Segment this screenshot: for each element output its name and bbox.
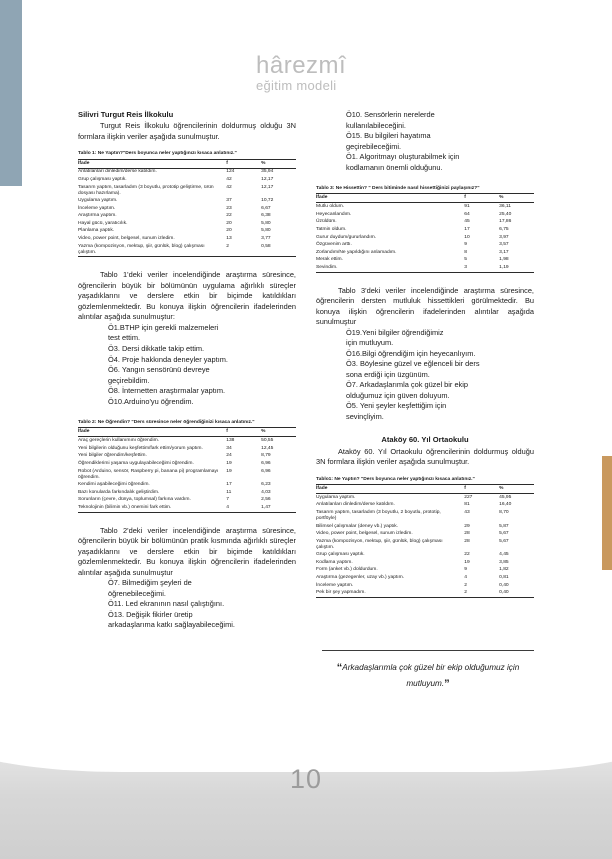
table-4-caption: Tablo1: Ne Yaptın? "Ders boyunca neler yaptığınızı kısaca anlatınız." <box>316 476 475 482</box>
table-2-header-f: f <box>226 428 261 437</box>
table-4-header-percent: % <box>499 485 534 494</box>
table-row <box>316 494 534 502</box>
cell-percent: 45,95 <box>499 494 512 500</box>
cell-percent: 35,94 <box>261 169 274 175</box>
cell-label: Hayal gücü, yaratıcılık. <box>78 220 128 226</box>
table-row <box>78 481 296 489</box>
quote-line: geçirebileceğimi. <box>346 141 402 151</box>
table-2-body <box>78 437 296 512</box>
table-row <box>78 168 296 176</box>
table-1-header-ifade: İfade <box>78 159 226 168</box>
cell-label: Grup çalışması yaptık. <box>316 552 365 558</box>
cell-f: 138 <box>226 438 235 444</box>
quote-open-mark: “ <box>336 662 343 674</box>
quote-line: Ö1.BTHP için gerekli malzemeleri <box>108 322 219 332</box>
table-2-caption: Tablo 2: Ne Öğrendin? "Ders süresince neler öğrendiğinizi kısaca anlatınız." <box>78 420 255 426</box>
table-row <box>316 523 534 531</box>
cell-percent: 17,86 <box>499 219 512 225</box>
cell-f: 8 <box>464 249 467 255</box>
cell-label: Anlatılanları dinledim/derse katıldım. <box>316 502 395 508</box>
table-3-block <box>316 186 534 273</box>
cell-percent: 6,96 <box>261 468 271 474</box>
cell-percent: 16,40 <box>499 502 512 508</box>
quote-line: Ö13. Değişik fikirler üretip <box>108 609 193 619</box>
cell-percent: 36,11 <box>499 204 511 210</box>
quote-line: arkadaşlarıma katkı sağlayabileceğimi. <box>108 620 235 630</box>
quote-line: Ö7. Bilmediğim şeyleri de <box>108 578 192 588</box>
table-1-block <box>78 151 296 257</box>
cell-label: İnceleme yaptım. <box>78 205 116 211</box>
quote-close-mark: ” <box>444 677 450 690</box>
cell-label: Zorlandım/Ne yapıldığını anlamadım. <box>316 249 397 255</box>
cell-f: 34 <box>226 445 232 451</box>
quote-line: Ö10.Arduino'yu öğrendim. <box>108 396 194 406</box>
quote-line: kodlamanın önemli olduğunu. <box>346 162 443 172</box>
brand-name: hârezmî <box>256 52 347 79</box>
cell-percent: 1,19 <box>499 264 534 272</box>
table-row <box>316 257 534 265</box>
cell-label: Video, power point, belgesel, sunum izledim. <box>316 531 413 537</box>
brand-logo <box>256 54 346 92</box>
cell-label: Video, power point, belgesel, sunum izledim. <box>78 236 175 242</box>
quote-line: için mutluyum. <box>346 338 394 348</box>
paragraph-table2-analysis: Tablo 2'deki veriler incelendiğinde araştırma süresince, öğrencilerin büyük bir bölümünün pratik kısmında ağırlıklı süreçler yaşadıklarını ve derslere etkin bir biçimde katıldıkları gözlemlenmektedir. Bu konuya ilişkin öğrencilerin ifadelerinden alıntılar aşağıda sunulmuştur <box>78 525 296 577</box>
cell-f: 10 <box>464 234 470 240</box>
cell-percent: 6,23 <box>261 482 271 488</box>
table-3 <box>316 193 534 272</box>
quotes-table3 <box>316 328 534 423</box>
table-row <box>316 567 534 575</box>
quotes-table2 <box>78 578 296 631</box>
cell-percent: 1,98 <box>499 257 509 263</box>
table-row <box>78 176 296 184</box>
section-title-silivri: Silivri Turgut Reis İlkokulu <box>78 110 174 119</box>
table-header-row <box>78 428 296 437</box>
table-3-body <box>316 203 534 272</box>
pull-quote-body: Arkadaşlarımla çok güzel bir ekip olduğumuz için mutluyum. <box>342 663 520 688</box>
quote-line: geçirebildim. <box>108 375 150 385</box>
footer-curve-decoration <box>0 692 612 772</box>
table-1 <box>78 159 296 258</box>
cell-f: 43 <box>464 509 470 515</box>
cell-f: 4 <box>464 574 467 580</box>
section-title-atakoy: Ataköy 60. Yıl Ortaokulu <box>381 435 469 445</box>
cell-f: 4 <box>226 504 261 512</box>
cell-label: Yeni bilgiler öğrendim/keşfettim. <box>78 453 147 459</box>
cell-label: Kendimi aşabileceğimi öğrendim. <box>78 482 150 488</box>
cell-label: Mutlu oldum. <box>316 204 344 210</box>
table-row <box>78 496 296 504</box>
cell-f: 17 <box>464 226 470 232</box>
cell-percent: 3,57 <box>499 242 509 248</box>
quote-line: sevinçliyim. <box>346 411 384 421</box>
table-row <box>78 184 296 198</box>
cell-f: 24 <box>226 453 232 459</box>
cell-f: 42 <box>226 184 232 190</box>
cell-percent: 3,97 <box>499 234 509 240</box>
quote-line: Ö16.Bilgi öğrendiğim için heyecanlıyım. <box>346 348 476 358</box>
cell-f: 37 <box>226 198 232 204</box>
cell-f: 3 <box>464 264 499 272</box>
page-number: 10 <box>289 764 323 794</box>
table-row <box>316 530 534 538</box>
pull-quote-text <box>326 661 530 693</box>
table-4-header-f: f <box>464 485 499 494</box>
cell-label: Tasarım yaptım, tasarladım (3 boyutlu, 2 boyutlu, prototip, portföyle) <box>316 509 441 521</box>
cell-percent: 6,75 <box>499 226 509 232</box>
table-4-header-ifade: İfade <box>316 485 464 494</box>
cell-percent: 12,45 <box>261 445 274 451</box>
cell-f: 29 <box>464 523 470 529</box>
cell-percent: 5,80 <box>261 220 271 226</box>
cell-f: 20 <box>226 228 232 234</box>
cell-f: 19 <box>464 559 470 565</box>
table-4-block <box>316 477 534 598</box>
cell-label: Sorunların (çevre, dünya, toplumsal) farkına vardım. <box>78 497 191 503</box>
cell-label: Yeni bilgilerin olduğunu keşfettim/fark ettim/yorum yaptım. <box>78 445 203 451</box>
cell-label: Sevindim. <box>316 264 464 272</box>
cell-percent: 0,81 <box>499 574 509 580</box>
table-row <box>78 468 296 482</box>
cell-percent: 0,40 <box>499 589 534 597</box>
table-row <box>316 582 534 590</box>
quote-line: Ö4. Proje hakkında deneyler yaptım. <box>108 354 228 364</box>
cell-percent: 10,72 <box>261 198 274 204</box>
cell-percent: 8,79 <box>261 453 271 459</box>
cell-label: Tatmin oldum. <box>316 226 347 232</box>
quotes-table1 <box>78 323 296 407</box>
left-accent-bar <box>0 0 22 186</box>
cell-label: Robot (Arduino, sensör, Raspberry pi, banana pi) programlamayı öğrendim. <box>78 468 219 480</box>
cell-f: 227 <box>464 494 473 500</box>
cell-percent: 6,67 <box>261 205 271 211</box>
cell-label: Planlama yaptık. <box>78 228 115 234</box>
cell-percent: 1,47 <box>261 504 296 512</box>
cell-percent: 50,55 <box>261 438 274 444</box>
cell-f: 45 <box>464 219 470 225</box>
table-row <box>78 489 296 497</box>
cell-label: Özgüvenim arttı. <box>316 242 352 248</box>
cell-f: 11 <box>226 489 232 495</box>
table-row <box>316 226 534 234</box>
cell-f: 42 <box>226 177 232 183</box>
cell-f: 23 <box>226 205 232 211</box>
cell-f: 7 <box>226 497 229 503</box>
quote-line: test ettim. <box>108 333 141 343</box>
cell-percent: 5,80 <box>261 228 271 234</box>
quote-line: sona erdiği için üzgünüm. <box>346 369 430 379</box>
quote-line: Ö8. İnternetten araştırmalar yaptım. <box>108 386 226 396</box>
cell-f: 19 <box>226 460 232 466</box>
cell-label: Teknolojinin (bilimin vb.) önemini fark ettim. <box>78 504 226 512</box>
table-1-body <box>78 168 296 257</box>
table-row <box>316 509 534 523</box>
cell-f: 9 <box>464 567 467 573</box>
table-row <box>316 211 534 219</box>
table-1-header-percent: % <box>261 159 296 168</box>
table-header-row <box>316 485 534 494</box>
quote-line: olduğumuz için güven doluyum. <box>346 390 450 400</box>
cell-percent: 5,67 <box>499 538 509 544</box>
cell-label: Üzüldüm. <box>316 219 337 225</box>
cell-percent: 6,38 <box>261 213 271 219</box>
cell-f: 22 <box>226 213 232 219</box>
table-row <box>316 241 534 249</box>
cell-percent: 3,85 <box>499 559 509 565</box>
cell-f: 2 <box>464 589 499 597</box>
quote-line: Ö3. Dersi dikkatle takip ettim. <box>108 344 205 353</box>
table-row <box>78 453 296 461</box>
cell-percent: 25,40 <box>499 211 512 217</box>
cell-label: Anlatılanları dinledim/derse katıldım. <box>78 169 157 175</box>
cell-label: İnceleme yaptım. <box>316 582 354 588</box>
cell-percent: 4,45 <box>499 552 509 558</box>
table-3-header-percent: % <box>499 194 534 203</box>
table-row <box>78 460 296 468</box>
cell-f: 91 <box>464 204 470 210</box>
table-row <box>316 249 534 257</box>
quote-line: Ö7. Arkadaşlarımla çok güzel bir ekip <box>346 380 468 390</box>
cell-f: 124 <box>226 169 235 175</box>
intro-paragraph-atakoy: Ataköy 60. Yıl Ortaokulu öğrencilerinin doldurmuş olduğu 3N formlara ilişkin veriler aşağıda sunulmuştur. <box>316 446 534 467</box>
cell-percent: 8,70 <box>499 509 509 515</box>
cell-label: Öğrendiklerimi yaşama uygulayabileceğimi öğrendim. <box>78 460 194 466</box>
table-3-header-f: f <box>464 194 499 203</box>
cell-percent: 12,17 <box>261 184 274 190</box>
intro-paragraph-silivri: Turgut Reis İlkokulu öğrencilerinin doldurmuş olduğu 3N formlara ilişkin veriler aşağıda sunulmuştur. <box>78 121 296 141</box>
cell-label: Gurur duydum/gururlandım. <box>316 234 377 240</box>
quote-line: Ö6. Yangın sensörünü devreye <box>108 365 210 375</box>
table-row <box>78 205 296 213</box>
cell-f: 17 <box>226 482 232 488</box>
table-row <box>316 574 534 582</box>
cell-percent: 1,82 <box>499 567 509 573</box>
table-3-header-ifade: İfade <box>316 194 464 203</box>
table-header-row <box>78 159 296 168</box>
table-row <box>78 220 296 228</box>
cell-label: Araştırma (gezegenler, uzay vb.) yaptım. <box>316 574 405 580</box>
table-row <box>78 243 296 257</box>
quote-line: Ö3. Böylesine güzel ve eğlenceli bir ders <box>346 359 480 369</box>
cell-f: 81 <box>464 502 470 508</box>
table-2 <box>78 427 296 512</box>
table-row <box>78 197 296 205</box>
cell-f: 22 <box>464 552 470 558</box>
cell-label: Araştırma yaptım. <box>78 213 117 219</box>
table-4-body <box>316 494 534 598</box>
table-2-block <box>78 420 296 513</box>
table-3-caption: Tablo 3: Ne Hissettin? " Ders bitiminde nasıl hissettiğinizi paylaşınız?" <box>316 186 480 192</box>
quote-line: Ö10. Sensörlerin nerelerde <box>346 110 435 119</box>
cell-percent: 5,87 <box>499 523 509 529</box>
cell-label: Kodlama yaptım. <box>316 559 353 565</box>
table-1-header-f: f <box>226 159 261 168</box>
cell-label: Bazı konularda farkındalık geliştirdim. <box>78 489 160 495</box>
cell-label: Uygulama yaptım. <box>78 198 118 204</box>
table-row <box>78 445 296 453</box>
cell-f: 2 <box>464 582 467 588</box>
cell-f: 9 <box>464 242 467 248</box>
cell-f: 2 <box>226 243 261 257</box>
table-row <box>316 219 534 227</box>
quote-line: öğrenebileceğimi. <box>108 588 166 598</box>
table-row <box>78 437 296 445</box>
quote-line: Ö5. Yeni şeyler keşfettiğim için <box>346 401 447 411</box>
right-column <box>316 110 534 598</box>
table-row <box>316 234 534 242</box>
cell-f: 28 <box>464 531 470 537</box>
cell-percent: 5,67 <box>499 531 509 537</box>
cell-percent: 4,03 <box>261 489 271 495</box>
cell-percent: 0,40 <box>499 582 509 588</box>
cell-percent: 2,56 <box>261 497 271 503</box>
table-row <box>316 559 534 567</box>
cell-f: 19 <box>226 468 232 474</box>
paragraph-table1-analysis: Tablo 1'deki veriler incelendiğinde araştırma süresince, öğrencilerin büyük bir bölümünün uygulama ağırlıklı süreçler yaşadıklarını ve derslere etkin bir biçimde katıldıkları gözlemlenmektedir. Bu konuya ilişkin öğrencilerin ifadelerinden alıntılar aşağıda sunulmuştur: <box>78 270 296 322</box>
cell-label: Heyecanlandım. <box>316 211 352 217</box>
left-column <box>78 110 296 631</box>
table-row <box>316 502 534 510</box>
quote-line: kullanılabileceğini. <box>346 120 406 130</box>
table-row <box>78 235 296 243</box>
cell-label: Yazma (kompozisyon, mektup, şiir, günlük, blog) çalışması çalıştım. <box>316 538 443 550</box>
cell-percent: 6,96 <box>261 460 271 466</box>
cell-f: 28 <box>464 538 470 544</box>
table-row <box>78 228 296 236</box>
cell-f: 5 <box>464 257 467 263</box>
cell-percent: 12,17 <box>261 177 274 183</box>
table-header-row <box>316 194 534 203</box>
cell-f: 64 <box>464 211 470 217</box>
table-1-caption: Tablo 1: Ne Yaptın?"Ders boyunca neler yaptığınızı kısaca anlatınız." <box>78 151 237 157</box>
table-row <box>316 203 534 211</box>
cell-label: Uygulama yaptım. <box>316 494 356 500</box>
quote-line: Ö1. Algoritmayı oluşturabilmek için <box>346 152 460 162</box>
right-accent-bar <box>602 456 612 570</box>
quote-line: Ö15. Bu bilgileri hayatıma <box>346 131 431 141</box>
brand-tagline: eğitim modeli <box>256 78 337 93</box>
table-row <box>316 551 534 559</box>
table-2-header-percent: % <box>261 428 296 437</box>
table-row <box>316 538 534 552</box>
cell-label: Merak ettim. <box>316 257 343 263</box>
table-4 <box>316 484 534 598</box>
table-2-header-ifade: İfade <box>78 428 226 437</box>
table-row <box>78 213 296 221</box>
cell-f: 13 <box>226 236 232 242</box>
table-row <box>316 589 534 597</box>
cell-label: Yazma (kompozisyon, mektup, şiir, günlük, blog) çalışması çalıştım. <box>78 243 226 257</box>
cell-label: Form (anket vb.) doldurdum. <box>316 567 378 573</box>
quote-line: Ö11. Led ekranının nasıl çalıştığını. <box>108 599 225 609</box>
cell-label: Araç gereçlerin kullanımını öğrendim. <box>78 438 160 444</box>
cell-label: Grup çalışması yaptık. <box>78 177 127 183</box>
table-row <box>78 504 296 512</box>
cell-label: Tasarım yaptım, tasarladım (3 boyutlu, prototip geliştirme, ürün dosyası hazırlama). <box>78 184 214 196</box>
quotes-top-right <box>316 110 534 173</box>
table-row <box>316 264 534 272</box>
paragraph-table3-analysis: Tablo 3'deki veriler incelendiğinde araştırma süresince, öğrencilerin dersten mutluluk hissettikleri görülmektedir. Bu konuya ilişkin öğrencilerin ifadelerinden alıntılar aşağıda sunulmuştur <box>316 285 534 327</box>
cell-percent: 0,58 <box>261 243 296 257</box>
cell-percent: 3,17 <box>499 249 509 255</box>
cell-percent: 3,77 <box>261 236 271 242</box>
cell-label: Bilimsel çalışmalar (deney vb.) yaptık. <box>316 523 399 529</box>
cell-f: 20 <box>226 220 232 226</box>
cell-label: Pek bir şey yapmadım. <box>316 589 464 597</box>
quote-line: Ö19.Yeni bilgiler öğrendiğimiz <box>346 327 444 337</box>
